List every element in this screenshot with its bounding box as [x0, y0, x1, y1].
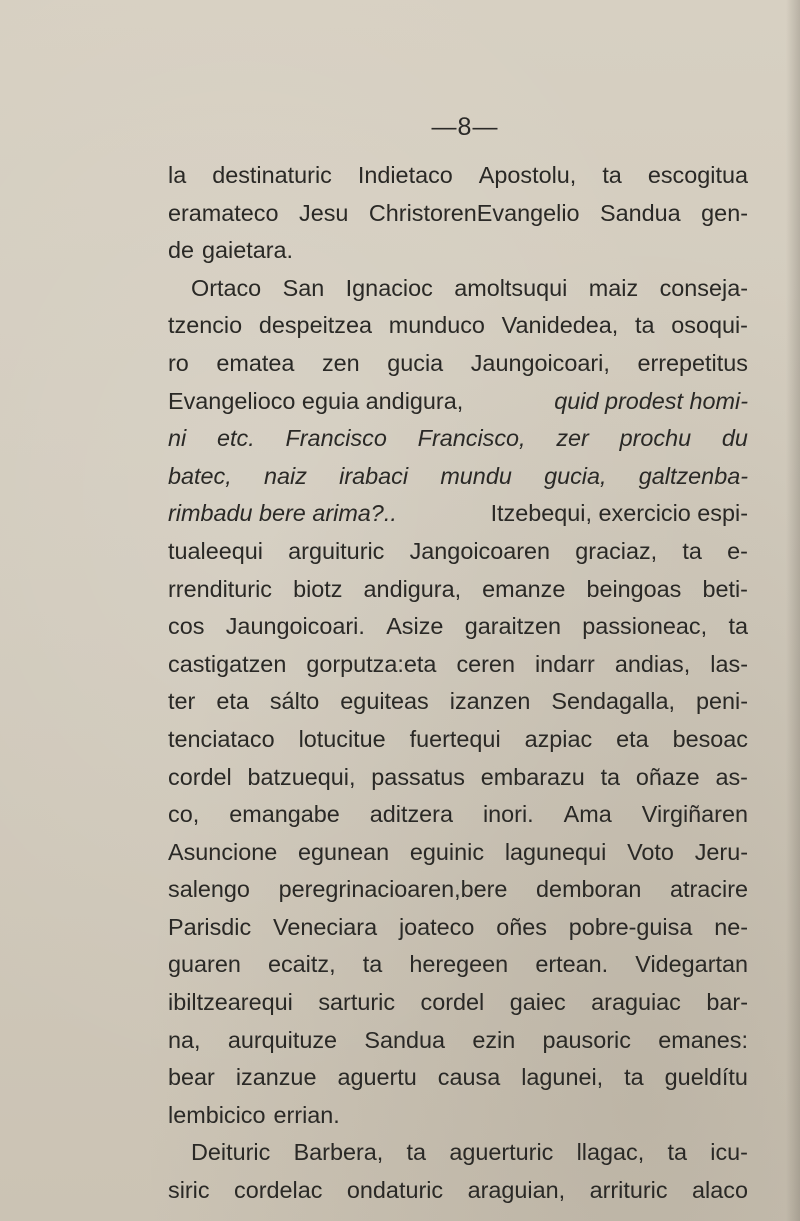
word: Sandua — [364, 1026, 446, 1053]
word: besoac — [672, 725, 748, 752]
word: ecaitz, — [267, 951, 336, 978]
text-line — [168, 796, 748, 834]
word: andias, — [614, 650, 691, 677]
body-text — [168, 157, 748, 1210]
word: mundu — [440, 462, 512, 489]
word: ematea — [216, 349, 295, 376]
word: rrendituric — [168, 575, 272, 602]
word: ta — [635, 312, 655, 339]
word: maiz — [588, 274, 639, 301]
word: Videgartan — [635, 951, 748, 978]
text-line — [168, 608, 748, 646]
word: indarr — [534, 650, 595, 677]
word: destinaturic — [212, 162, 332, 188]
text-line — [168, 759, 748, 797]
word: ta — [406, 1139, 427, 1166]
text-line — [168, 571, 748, 609]
word: ne- — [714, 913, 748, 940]
word: lotucitue — [298, 725, 386, 752]
word: sarturic — [318, 989, 396, 1016]
word: San — [282, 274, 325, 301]
word: aditzera — [369, 801, 453, 828]
text-line — [168, 232, 748, 270]
word: passioneac, — [582, 613, 708, 640]
word: Voto — [627, 838, 674, 865]
word: atracire — [670, 876, 748, 903]
word: munduco — [388, 312, 485, 339]
word: ta — [682, 537, 702, 564]
word: ta — [667, 1139, 688, 1166]
word: fuertequi — [409, 725, 501, 752]
word: inori. — [482, 801, 534, 828]
word: lembicico — [168, 1101, 266, 1128]
text-line — [168, 721, 748, 759]
word: gucia — [387, 349, 444, 376]
text-line — [168, 533, 748, 571]
word: gorputza:eta — [306, 650, 437, 677]
word: Jesu — [299, 199, 349, 226]
word: Veneciara — [273, 913, 378, 940]
word: ta — [602, 162, 622, 188]
word: irabaci — [339, 462, 409, 489]
word: gueldítu — [664, 1064, 748, 1091]
word: las- — [710, 650, 748, 677]
word: Asuncione — [168, 838, 278, 865]
word: pausoric — [542, 1026, 631, 1053]
word: tualeequi — [168, 537, 263, 564]
word: galtzenba- — [638, 462, 748, 489]
word: bar- — [706, 989, 748, 1016]
word: la — [168, 162, 187, 188]
word: demboran — [536, 876, 642, 903]
word: Indietaco — [357, 162, 453, 188]
word: ezin — [472, 1026, 516, 1053]
word: Vanidedea, — [501, 312, 619, 339]
text-line — [168, 984, 748, 1022]
word: peni- — [695, 688, 748, 715]
word: Virgiñaren — [641, 801, 748, 828]
word: peregrinacioaren,bere — [278, 876, 508, 903]
word: izanzen — [449, 688, 531, 715]
word: emanes: — [658, 1026, 748, 1053]
text-line — [168, 458, 748, 496]
text-line — [168, 683, 748, 721]
word: bear — [168, 1064, 215, 1091]
word: sálto — [269, 688, 320, 715]
word: Francisco — [285, 425, 387, 452]
word: Jangoicoaren — [409, 537, 551, 564]
word: pobre-guisa — [568, 913, 693, 940]
line-text: Itzebequi, exercicio espi- — [490, 500, 748, 527]
word: izanzue — [235, 1064, 317, 1091]
word: as- — [715, 763, 748, 790]
word: ChristorenEvangelio — [368, 199, 580, 226]
word: arguituric — [288, 537, 385, 564]
text-line — [168, 1134, 748, 1172]
word: conseja- — [659, 274, 748, 301]
word: amoltsuqui — [454, 274, 568, 301]
word: despeitzea — [258, 312, 372, 339]
word: Jaungoicoari, — [470, 349, 610, 376]
word: emanze — [482, 575, 566, 602]
word: tzencio — [168, 312, 243, 339]
word: eguinic — [409, 838, 485, 865]
word: egunean — [298, 838, 390, 865]
word: biotz — [293, 575, 343, 602]
word: eguiteas — [340, 688, 429, 715]
word: beti- — [702, 575, 748, 602]
text-line — [168, 195, 748, 233]
word: andigura, — [363, 575, 462, 602]
word: Barbera, — [293, 1139, 384, 1166]
text-line — [168, 495, 748, 533]
word: eta — [216, 688, 249, 715]
word: Apostolu, — [478, 162, 577, 188]
word: lagunequi — [504, 838, 607, 865]
word: zen — [321, 349, 360, 376]
text-line — [168, 1059, 748, 1097]
word: graciaz, — [575, 537, 658, 564]
word: aurquituze — [227, 1026, 338, 1053]
text-line — [168, 345, 748, 383]
word: Jeru- — [694, 838, 748, 865]
word: Sendagalla, — [551, 688, 675, 715]
word: ta — [624, 1064, 644, 1091]
word: guaren — [168, 951, 241, 978]
word: cordelac — [234, 1177, 323, 1204]
word: ta — [362, 951, 383, 978]
word: llagac, — [576, 1139, 645, 1166]
word: batzuequi, — [247, 763, 356, 790]
page-edge-shadow — [786, 0, 800, 1221]
word: joateco — [398, 913, 475, 940]
word: gen- — [701, 199, 748, 226]
word: emangabe — [229, 801, 340, 828]
word: arrituric — [589, 1177, 668, 1204]
word: Francisco, — [417, 425, 526, 452]
word: eta — [616, 725, 649, 752]
italic-phrase: rimbadu bere arima?.. — [168, 500, 397, 527]
word: beingoas — [586, 575, 682, 602]
word: araguiac — [591, 989, 681, 1016]
word: na, — [168, 1026, 201, 1053]
text-line — [168, 946, 748, 984]
word: Deituric — [191, 1139, 271, 1166]
word: gucia, — [544, 462, 607, 489]
word: Ignacioc — [345, 274, 433, 301]
text-line — [168, 1097, 748, 1135]
word: araguian, — [467, 1177, 566, 1204]
word: errepetitus — [637, 349, 748, 376]
word: cordel — [420, 989, 485, 1016]
word: etc. — [217, 425, 255, 452]
word: ni — [168, 425, 187, 452]
word: eramateco — [168, 199, 279, 226]
word: aguerturic — [449, 1139, 554, 1166]
word: Sandua — [600, 199, 681, 226]
word: siric — [168, 1177, 210, 1204]
word: du — [721, 425, 748, 452]
word: tenciataco — [168, 725, 275, 752]
word: icu- — [710, 1139, 748, 1166]
word: batec, — [168, 462, 232, 489]
word: salengo — [168, 876, 250, 903]
word: Jaungoicoari. — [225, 613, 365, 640]
word: embarazu — [480, 763, 585, 790]
text-line — [168, 420, 748, 458]
text-line — [168, 1172, 748, 1210]
text-line — [168, 383, 748, 421]
latin-quote: quid prodest homi- — [554, 387, 748, 414]
word: oñaze — [635, 763, 700, 790]
text-line — [168, 1022, 748, 1060]
word: heregeen — [409, 951, 509, 978]
word: cordel — [168, 763, 232, 790]
word: cos — [168, 613, 205, 640]
word: gaietara. — [202, 237, 294, 264]
word: prochu — [619, 425, 692, 452]
word: errian. — [273, 1101, 340, 1128]
text-line — [168, 646, 748, 684]
word: oñes — [496, 913, 547, 940]
word: osoqui- — [671, 312, 748, 339]
word: ro — [168, 349, 189, 376]
word: ceren — [456, 650, 515, 677]
word: escogitua — [647, 162, 748, 188]
text-line — [168, 909, 748, 947]
word: ta — [728, 613, 748, 640]
word: Ama — [563, 801, 612, 828]
text-line — [168, 307, 748, 345]
word: Asize — [386, 613, 444, 640]
word: Parisdic — [168, 913, 252, 940]
word: ertean. — [535, 951, 609, 978]
word: Ortaco — [191, 274, 262, 301]
text-line — [168, 157, 748, 195]
word: castigatzen — [168, 650, 287, 677]
text-line — [168, 834, 748, 872]
text-line — [168, 871, 748, 909]
word: azpiac — [524, 725, 593, 752]
word: garaitzen — [464, 613, 561, 640]
word: naiz — [263, 462, 307, 489]
word: co, — [168, 801, 200, 828]
word: aguertu — [337, 1064, 417, 1091]
line-text: Evangelioco eguia andigura, — [168, 387, 464, 414]
word: e- — [727, 537, 748, 564]
word: lagunei, — [521, 1064, 604, 1091]
word: alaco — [692, 1177, 748, 1204]
word: de — [168, 237, 195, 264]
word: gaiec — [509, 989, 566, 1016]
word: zer — [556, 425, 589, 452]
word: ter — [168, 688, 196, 715]
word: ibiltzearequi — [168, 989, 293, 1016]
word: causa — [437, 1064, 501, 1091]
word: ondaturic — [346, 1177, 444, 1204]
word: ta — [600, 763, 621, 790]
word: passatus — [371, 763, 465, 790]
text-line — [168, 270, 748, 308]
page-number: —8— — [431, 113, 499, 141]
